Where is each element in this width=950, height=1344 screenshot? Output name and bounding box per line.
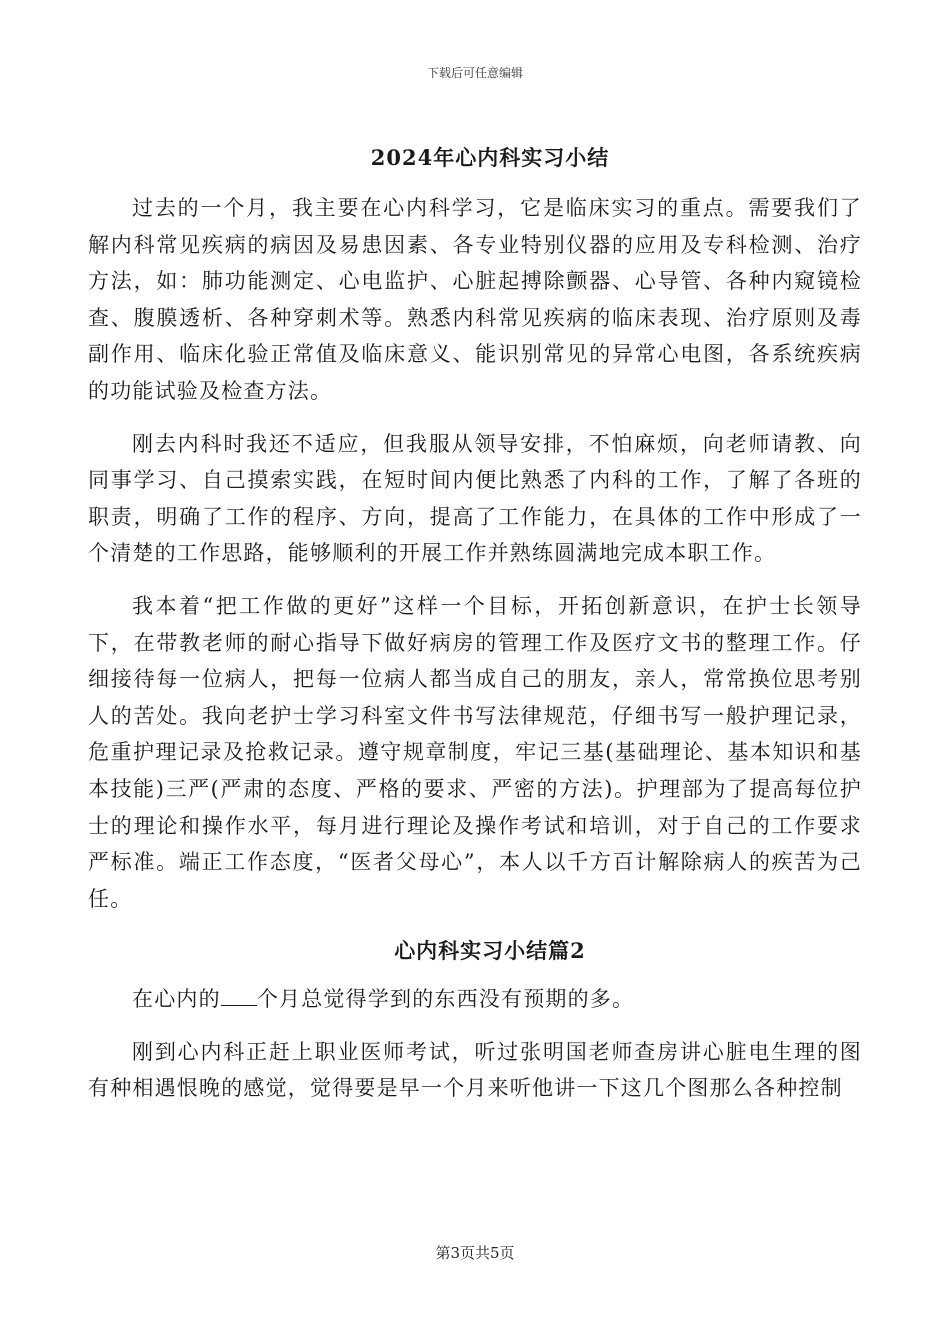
paragraph-3: 我本着“把工作做的更好”这样一个目标，开拓创新意识，在护士长领导下，在带教老师的耐心指导下做好病房的管理工作及医疗文书的整理工作。仔细接待每一位病人，把每一位病人都当成自己的朋友，亲人，常常换位思考别人的苦处。我向老护士学习科室文件书写法律规范，仔细书写一般护理记录，危重护理记录及抢救记录。遵守规章制度，牢记三基(基础理论、基本知识和基本技能)三严(严肃的态度、严格的要求、严密的方法)。护理部为了提高每位护士的理论和操作水平，每月进行理论及操作考试和培训，对于自己的工作要求严标准。端正工作态度，“医者父母心”，本人以千方百计解除病人的疾苦为己任。 <box>88 593 862 911</box>
paragraph-2: 刚去内科时我还不适应，但我服从领导安排，不怕麻烦，向老师请教、向同事学习、自己摸索实践，在短时间内便比熟悉了内科的工作，了解了各班的职责，明确了工作的程序、方向，提高了工作能力，在具体的工作中形成了一个清楚的工作思路，能够顺利的开展工作并熟练圆满地完成本职工作。 <box>88 431 862 566</box>
header-note: 下载后可任意编辑 <box>426 66 523 80</box>
paragraph-1: 过去的一个月，我主要在心内科学习，它是临床实习的重点。需要我们了解内科常见疾病的病因及易患因素、各专业特别仪器的应用及专科检测、治疗方法，如：肺功能测定、心电监护、心脏起搏除颤器、心导管、各种内窥镜检查、腹膜透析、各种穿刺术等。熟悉内科常见疾病的临床表现、治疗原则及毒副作用、临床化验正常值及临床意义、能识别常见的异常心电图，各系统疾病的功能试验及检查方法。 <box>88 196 862 403</box>
paragraph-4-end: 个月总觉得学到的东西没有预期的多。 <box>256 987 635 1012</box>
page-number: 第3页共5页 <box>435 1244 515 1262</box>
document-title: 2024年心内科实习小结 <box>370 145 610 170</box>
section-subtitle: 心内科实习小结篇2 <box>394 938 586 964</box>
paragraph-5: 刚到心内科正赶上职业医师考试，听过张明国老师查房讲心脏电生理的图有种相遇恨晚的感觉，觉得要是早一个月来听他讲一下这几个图那么各种控制 <box>88 1039 862 1101</box>
paragraph-4-start: 在心内的 <box>132 987 221 1012</box>
fill-in-blank <box>221 987 257 1006</box>
paragraph-4 <box>88 981 862 1018</box>
document-body <box>88 140 862 1123</box>
